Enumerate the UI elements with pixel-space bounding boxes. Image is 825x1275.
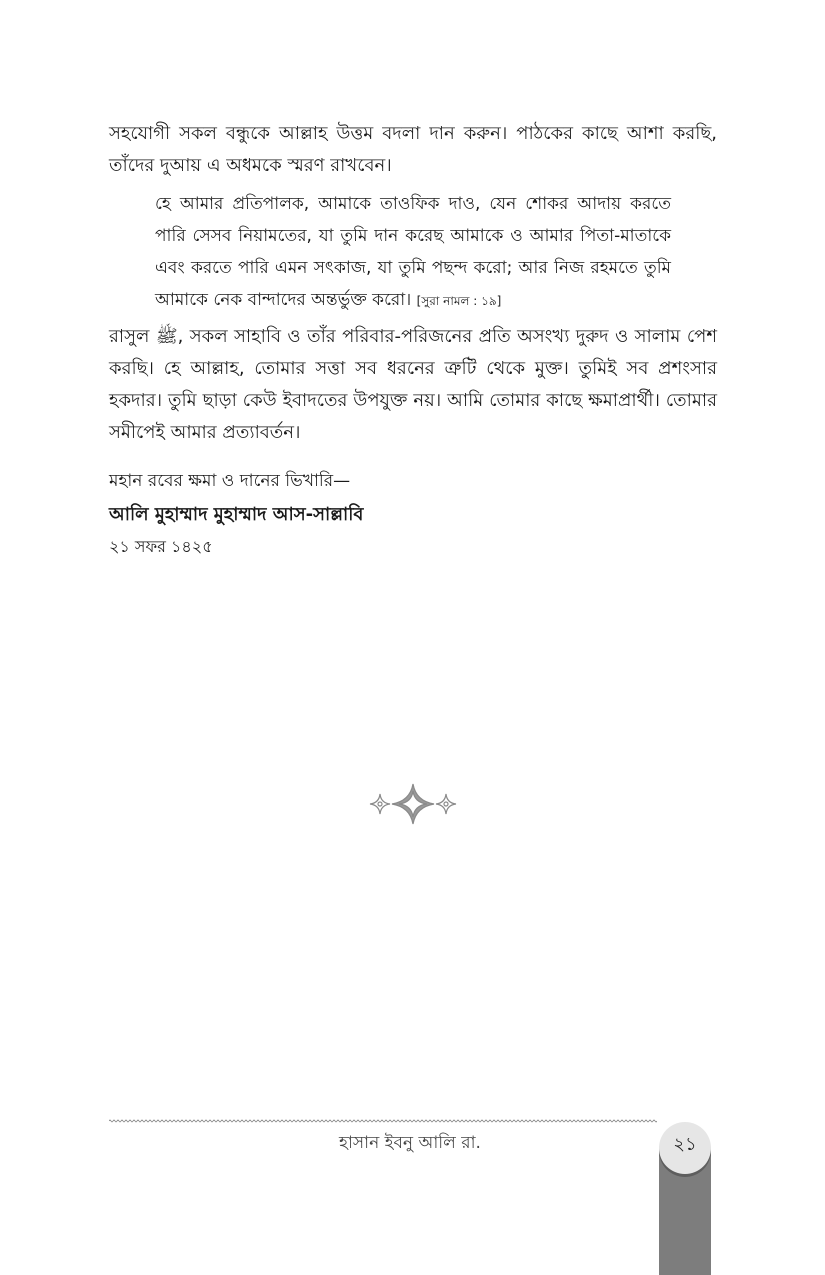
footer-divider xyxy=(109,1118,657,1124)
paragraph-salutation: রাসুল ﷺ, সকল সাহাবি ও তাঁর পরিবার-পরিজনের প্রতি অসংখ্য দুরুদ ও সালাম পেশ করছি। হে আল্লাহ, তোমার সত্তা সব ধরনের ত্রুটি থেকে মুক্ত। তুমিই সব প্রশংসার হকদার। তুমি ছাড়া কেউ ইবাদতের উপযুক্ত নয়। আমি তোমার কাছে ক্ষমাপ্রার্থী। তোমার সমীপেই আমার প্রত্যাবর্তন। xyxy=(109,326,717,443)
quote-reference: [সুরা নামল : ১৯] xyxy=(416,294,502,308)
paragraph-acknowledgement: সহযোগী সকল বন্ধুকে আল্লাহ উত্তম বদলা দান করুন। পাঠকের কাছে আশা করছি, তাঁদের দুআয় এ অধমকে স্মরণ রাখবেন। xyxy=(109,123,717,176)
quran-quote xyxy=(155,188,671,317)
signature-date: ২১ সফর ১৪২৫ xyxy=(109,537,213,556)
quote-text: হে আমার প্রতিপালক, আমাকে তাওফিক দাও, যেন শোকর আদায় করতে পারি সেসব নিয়ামতের, যা তুমি দান করেছ আমাকে ও আমার পিতা-মাতাকে এবং করতে পারি এমন সৎকাজ, যা তুমি পছন্দ করো; আর নিজ রহমতে তুমি আমাকে নেক বান্দাদের অন্তর্ভুক্ত করো। xyxy=(155,194,671,310)
running-footer-title: হাসান ইবনু আলি রা. xyxy=(339,1133,481,1153)
star-ornament-icon xyxy=(368,782,458,826)
author-name: আলি মুহাম্মাদ মুহাম্মাদ আস-সাল্লাবি xyxy=(109,504,364,525)
signature-intro: মহান রবের ক্ষমা ও দানের ভিখারি— xyxy=(109,471,351,491)
page-number: ২১ xyxy=(673,1134,697,1155)
